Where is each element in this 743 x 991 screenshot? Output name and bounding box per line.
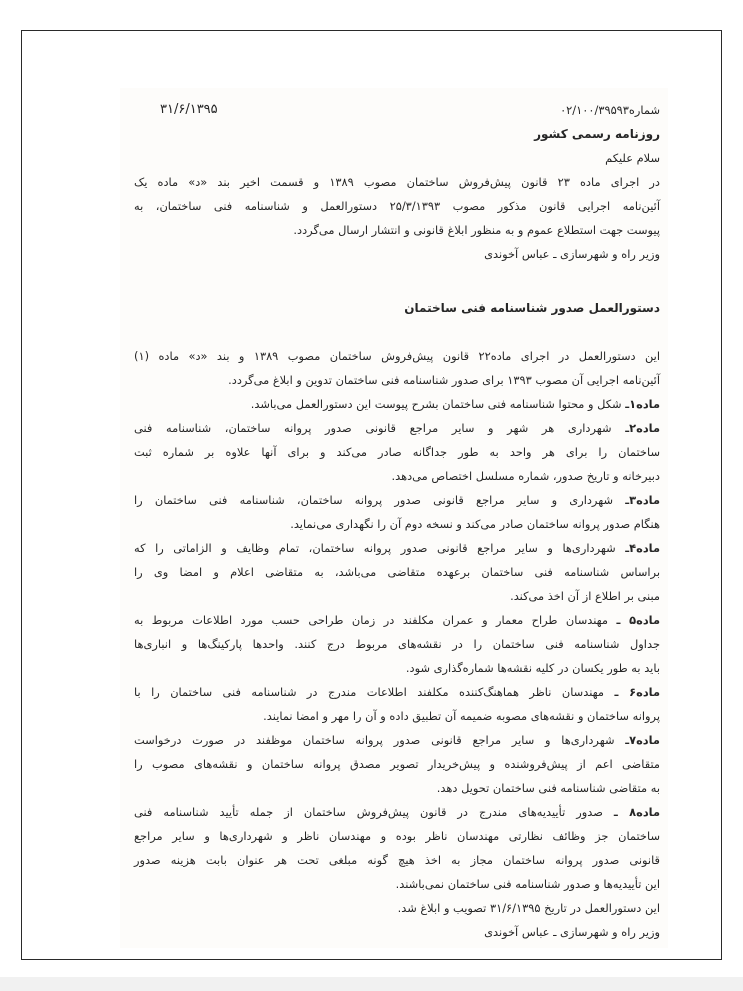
article-label: ماده۶ ـ xyxy=(614,685,660,699)
article-text: مهندسان طراح معمار و عمران مکلفند در زمان طراحی حسب مورد اطلاعات مربوط به xyxy=(134,613,609,627)
document-date: ۳۱/۶/۱۳۹۵ xyxy=(160,102,218,117)
article-text: شهرداری‌ها و سایر مراجع قانونی صدور پروانه ساختمان موظفند در صورت درخواست xyxy=(134,733,615,747)
signature-minister: وزیر راه و شهرسازی ـ عباس آخوندی xyxy=(484,925,660,939)
article-label: ماده۳ـ xyxy=(625,493,661,507)
intro-line: در اجرای ماده ۲۳ قانون پیش‌فروش ساختمان مصوب ۱۳۸۹ و قسمت اخیر بند «د» ماده یک xyxy=(134,175,660,189)
article-2 xyxy=(120,416,668,488)
article-text: هنگام صدور پروانه ساختمان صادر می‌کند و نسخه دوم آن را نگهداری می‌نماید. xyxy=(290,517,660,531)
article-text: مبنی بر اطلاع از آن اخذ می‌کند. xyxy=(510,589,660,603)
signature-minister: وزیر راه و شهرسازی ـ عباس آخوندی xyxy=(484,247,660,261)
bottom-strip xyxy=(0,977,743,991)
preamble-paragraph xyxy=(120,344,668,392)
article-text: باید به طور یکسان در کلیه نقشه‌ها شماره‌گذاری شود. xyxy=(405,661,660,675)
preamble-line: آئین‌نامه اجرایی آن مصوب ۱۳۹۳ برای صدور شناسنامه فنی ساختمان تدوین و ابلاغ می‌گردد. xyxy=(228,373,660,387)
article-5 xyxy=(120,608,668,680)
article-text: جداول شناسنامه فنی ساختمان را در نقشه‌های مربوط درج کنند. واحدها پارکینگ‌ها و انباری‌ها xyxy=(134,637,660,651)
article-text: شهرداری‌ها و سایر مراجع قانونی صدور پروانه ساختمان، تمام وظایف و الزاماتی را که xyxy=(134,541,616,555)
article-text: ساختمان را برای هر واحد به طور جداگانه صادر می‌کند و برای آنها علاوه بر شماره ثبت xyxy=(134,445,660,459)
intro-line: پیوست جهت استطلاع عموم و به منظور ابلاغ قانونی و انتشار ارسال می‌گردد. xyxy=(293,223,660,237)
article-text: به متقاضی شناسنامه فنی ساختمان تحویل دهد. xyxy=(436,781,660,795)
intro-paragraph xyxy=(120,170,668,242)
article-text: متقاضی اعم از پیش‌فروشنده و پیش‌خریدار تصویر مصدق پروانه ساختمان و نقشه‌های مصوب را xyxy=(134,757,660,771)
article-4 xyxy=(120,536,668,608)
closing-line: این دستورالعمل در تاریخ ۳۱/۶/۱۳۹۵ تصویب و ابلاغ شد. xyxy=(397,901,660,915)
article-text: صدور تأییدیه‌های مندرج در قانون پیش‌فروش ساختمان از جمله تأیید شناسنامه فنی xyxy=(134,805,603,819)
reference-number: شماره۰۲/۱۰۰/۳۹۵۹۳ xyxy=(560,103,660,117)
addressee: روزنامه رسمی کشور xyxy=(534,127,660,141)
section-title: دستورالعمل صدور شناسنامه فنی ساختمان xyxy=(404,301,660,315)
preamble-line: این دستورالعمل در اجرای ماده۲۲ قانون پیش‌فروش ساختمان مصوب ۱۳۸۹ و بند «د» ماده (۱) xyxy=(134,349,660,363)
intro-line: آئین‌نامه اجرایی قانون مذکور مصوب ۲۵/۳/۱۳۹۳ دستورالعمل و شناسنامه فنی ساختمان، به xyxy=(134,199,660,213)
article-text: براساس شناسنامه فنی ساختمان برعهده متقاضی می‌باشد، به متقاضی اعلام و امضا وی را xyxy=(134,565,660,579)
article-8 xyxy=(120,800,668,896)
article-label: ماده۱ـ xyxy=(625,397,660,411)
document-page xyxy=(120,88,668,948)
article-7 xyxy=(120,728,668,800)
article-text: شهرداری و سایر مراجع قانونی صدور پروانه ساختمان، شناسنامه فنی ساختمان را xyxy=(134,493,614,507)
article-text: دبیرخانه و تاریخ صدور، شماره مسلسل اختصاص می‌دهد. xyxy=(391,469,660,483)
article-3 xyxy=(120,488,668,536)
greeting: سلام علیکم xyxy=(605,151,660,165)
article-label: ماده۲ـ xyxy=(625,421,660,435)
article-text: شهرداری هر شهر و سایر مراجع قانونی صدور پروانه ساختمان، شناسنامه فنی xyxy=(134,421,612,435)
document-header xyxy=(120,98,668,122)
article-6 xyxy=(120,680,668,728)
article-1 xyxy=(120,392,668,416)
article-text: مهندسان ناظر هماهنگ‌کننده مکلفند اطلاعات مندرج در شناسنامه فنی ساختمان را با xyxy=(134,685,604,699)
article-text: پروانه ساختمان و نقشه‌های مصوبه ضمیمه آن تطبیق داده و آن را مهر و امضا نمایند. xyxy=(263,709,660,723)
article-label: ماده۵ ـ xyxy=(616,613,661,627)
article-text: قانونی صدور پروانه ساختمان مجاز به اخذ هیچ گونه مبلغی تحت هر عنوان بابت هزینه صدور xyxy=(134,853,660,867)
article-label: ماده۸ ـ xyxy=(613,805,660,819)
article-text: این تأییدیه‌ها و صدور شناسنامه فنی ساختمان نمی‌باشند. xyxy=(395,877,660,891)
article-label: ماده۷ـ xyxy=(625,733,660,747)
article-label: ماده۴ـ xyxy=(625,541,660,555)
article-text: ساختمان جز وظائف نظارتی مهندسان ناظر بوده و مهندسان ناظر و شهرداری‌ها و سایر مراجع xyxy=(134,829,660,843)
article-text: شکل و محتوا شناسنامه فنی ساختمان بشرح پیوست این دستورالعمل می‌باشد. xyxy=(250,397,622,411)
